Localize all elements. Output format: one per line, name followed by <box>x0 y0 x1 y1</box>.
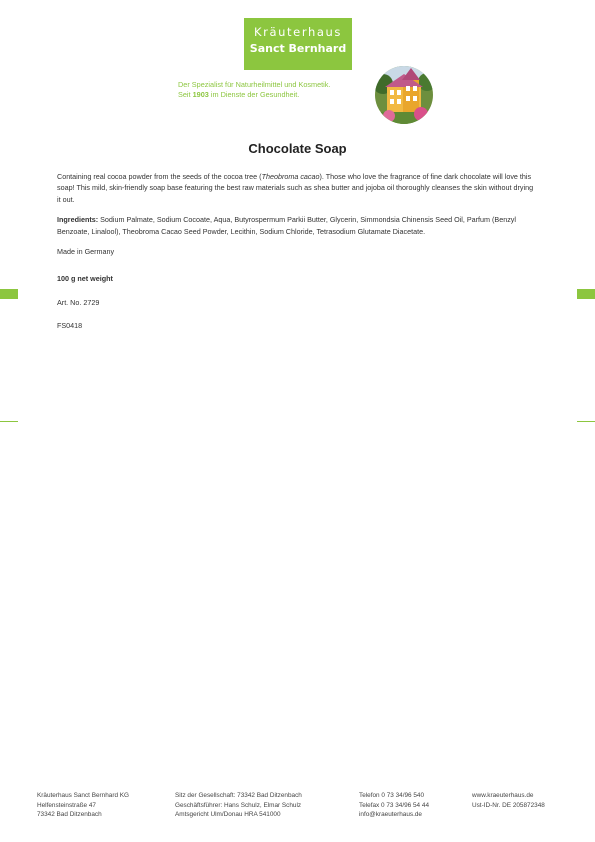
punch-mark-right <box>577 421 595 422</box>
origin-text: Made in Germany <box>57 247 115 257</box>
footer-fax: Telefax 0 73 34/96 54 44 <box>359 801 429 809</box>
description-latin-name: Theobroma cacao <box>261 172 320 181</box>
product-description <box>57 171 537 205</box>
tagline-line-2 <box>178 90 330 100</box>
page-title: Chocolate Soap <box>248 141 347 156</box>
footer-vat-id: Ust-ID-Nr. DE 205872348 <box>472 801 545 809</box>
article-number: Art. No. 2729 <box>57 297 100 307</box>
net-weight: 100 g net weight <box>57 274 113 284</box>
logo-line-1: Kräuterhaus <box>254 25 342 39</box>
footer-phone: Telefon 0 73 34/96 540 <box>359 792 425 799</box>
footer-line: Geschäftsführer: Hans Schulz, Elmar Schulz <box>175 801 302 809</box>
product-description-block <box>57 171 537 332</box>
brand-logo <box>244 18 352 70</box>
footer-line: Kräuterhaus Sanct Bernhard KG <box>37 792 130 799</box>
ingredients-label: Ingredients: <box>57 215 99 225</box>
footer-contact <box>359 791 429 820</box>
logo-line-2: Sanct Bernhard <box>249 42 347 55</box>
footer-web <box>472 791 545 810</box>
footer-line: Sitz der Gesellschaft: 73342 Bad Ditzenbach <box>175 792 302 799</box>
tagline-prefix: Seit <box>178 90 193 99</box>
description-text-start: Containing real cocoa powder from the seeds of the cocoa tree ( <box>57 172 262 181</box>
tagline-line-1: Der Spezialist für Naturheilmittel und Kosmetik. <box>178 80 331 89</box>
footer-website[interactable]: www.kraeuterhaus.de <box>472 792 534 799</box>
footer-email[interactable]: info@kraeuterhaus.de <box>359 811 422 819</box>
fold-mark-right <box>577 289 595 299</box>
footer-line: Amtsgericht Ulm/Donau HRA 541000 <box>175 811 281 819</box>
footer-line: 73342 Bad Ditzenbach <box>37 811 102 819</box>
footer-legal <box>175 791 302 820</box>
tagline-year: 1903 <box>192 90 209 99</box>
footer-line: Helfensteinstraße 47 <box>37 801 96 809</box>
brand-tagline <box>178 80 330 100</box>
tagline-suffix: im Dienste der Gesundheit. <box>208 90 300 99</box>
punch-mark-left <box>0 421 18 422</box>
fold-mark-left <box>0 289 18 299</box>
ingredients-list: Sodium Palmate, Sodium Cocoate, Aqua, Butyrospermum Parkii Butter, Glycerin, Simmondsia Chinensis Seed Oil, Parfum (Benzyl Benzoate, Linalool), Theobroma Cacao Seed Powder, Lecithin, Sodium Chloride, Tetrasodium Glutamate Diacetate. <box>57 215 516 236</box>
ingredients <box>57 214 537 237</box>
product-code: FS0418 <box>57 321 83 331</box>
footer-company <box>37 791 129 820</box>
building-photo <box>375 66 433 124</box>
description-text-end: ). Those who love the fragrance of fine dark chocolate will love this soap! This mild, skin-friendly soap base featuring the best raw materials such as shea butter and jojoba oil thoroughly cleanses the skin without drying it out. <box>57 172 534 204</box>
